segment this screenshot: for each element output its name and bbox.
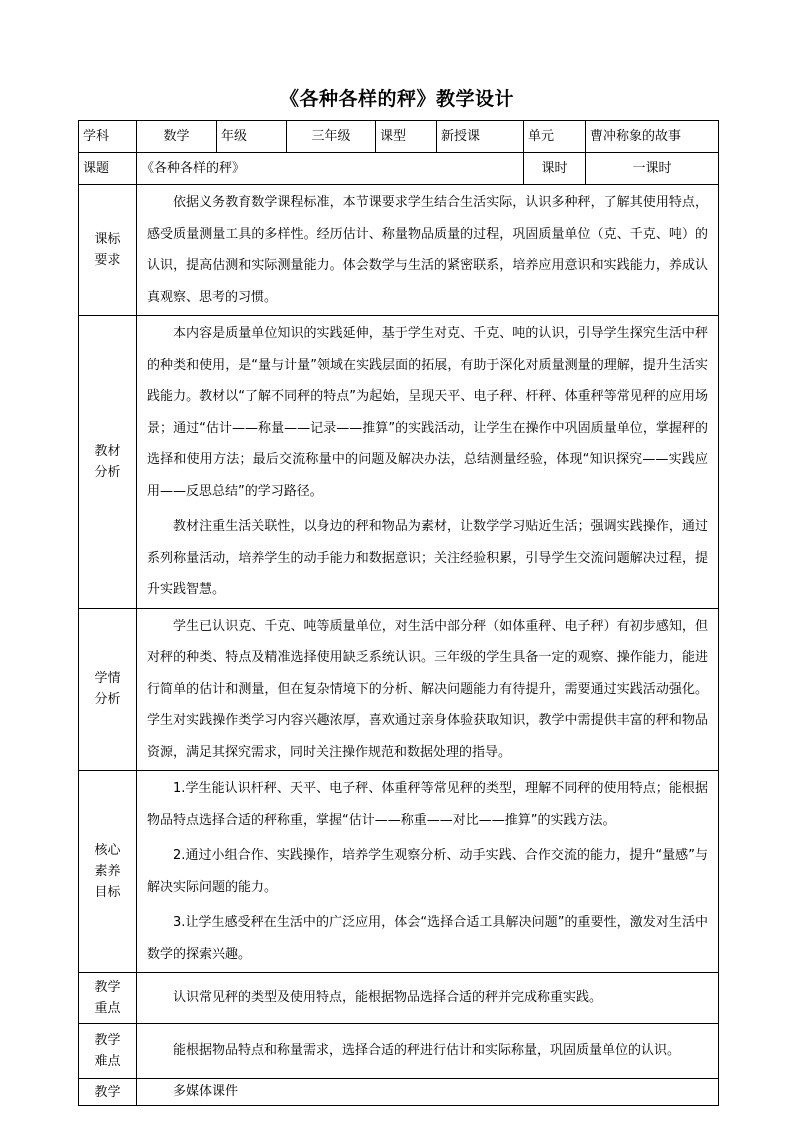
tools-text: 多媒体课件 [173,1084,239,1099]
difficulties-label-line1: 教学 [94,1033,121,1048]
tools-content [137,1079,719,1106]
key-points-content [137,973,719,1024]
standards-label [79,185,137,316]
subject-value: 数学 [137,121,217,153]
tools-label-line1: 教学 [94,1084,121,1100]
tools-label [79,1079,137,1106]
textbook-paragraph-1: 本内容是质量单位知识的实践延伸，基于学生对克、千克、吨的认识，引导学生探究生活中秤的种类和使用，是“量与计量”领域在实践层面的拓展，有助于深化对质量测量的理解，提升生活实践能力。教材以“了解不同秤的特点”为起始，呈现天平、电子秤、杆秤、体重秤等常见秤的应用场景；通过“估计——称量——记录——推算”的实践活动，让学生在操作中巩固质量单位，掌握秤的选择和使用方法；最后交流称量中的问题及解决办法，总结测量经验，体现“知识探究——实践应用——反思总结”的学习路径。 [147,326,708,499]
lesson-type-value: 新授课 [437,121,524,153]
students-paragraph: 学生已认识克、千克、吨等质量单位，对生活中部分秤（如体重秤、电子秤）有初步感知，但对秤的种类、特点及精准选择使用缺乏系统认识。三年级的学生具备一定的观察、操作能力，能进行简单的估计和测量，但在复杂情境下的分析、解决问题能力有待提升，需要通过实践活动强化。学生对实践操作类学习内容兴趣浓厚，喜欢通过亲身体验获取知识，教学中需提供丰富的秤和物品资源，满足其探究需求，同时关注操作规范和数据处理的指导。 [147,618,708,760]
unit-label: 单元 [524,121,586,153]
difficulties-text: 能根据物品特点和称量需求，选择合适的秤进行估计和实际称量，巩固质量单位的认识。 [173,1043,681,1059]
goals-row [79,771,719,973]
standards-label-line2: 要求 [94,253,121,268]
tools-row [79,1079,719,1106]
difficulties-label [79,1024,137,1079]
standards-row [79,185,719,316]
lesson-type-label: 课型 [376,121,437,153]
grade-label: 年级 [217,121,287,153]
standards-label-line1: 课标 [94,232,121,247]
key-points-text: 认识常见秤的类型及使用特点，能根据物品选择合适的秤并完成称重实践。 [173,990,603,1006]
goals-label-line3: 目标 [94,885,121,900]
students-row [79,608,719,771]
students-content [137,608,719,771]
textbook-label-line1: 教材 [94,443,121,459]
subject-label: 学科 [79,121,137,153]
textbook-content [137,316,719,609]
topic-row [79,153,719,185]
textbook-paragraph-2: 教材注重生活关联性，以身边的秤和物品为素材，让数学学习贴近生活；强调实践操作，通过系列称量活动，培养学生的动手能力和数据意识；关注经验积累，引导学生交流问题解决过程，提升实践智慧。 [147,519,708,597]
lesson-plan-table [78,120,719,1106]
topic-value: 《各种各样的秤》 [137,153,524,185]
goals-label [79,771,137,973]
key-points-label [79,973,137,1024]
unit-value: 曹冲称象的故事 [586,121,719,153]
key-points-label-line2: 重点 [94,1001,121,1016]
goal-item-2: 2.通过小组合作、实践操作，培养学生观察分析、动手实践、合作交流的能力，提升“量感”与解决实际问题的能力。 [147,848,708,895]
key-points-label-line1: 教学 [94,980,121,995]
grade-value: 三年级 [287,121,376,153]
difficulties-label-line2: 难点 [94,1054,121,1069]
students-label [79,608,137,771]
period-label: 课时 [524,153,586,185]
students-label-line2: 分析 [94,692,121,708]
goals-content [137,771,719,973]
standards-content [137,185,719,316]
topic-label: 课题 [79,153,137,185]
difficulties-content [137,1024,719,1079]
period-value: 一课时 [586,153,719,185]
goals-label-line2: 素养 [94,864,121,879]
goals-label-line1: 核心 [94,843,121,858]
header-row [79,121,719,153]
textbook-label-line2: 分析 [94,464,121,480]
textbook-row [79,316,719,609]
goal-item-3: 3.让学生感受秤在生活中的广泛应用，体会“选择合适工具解决问题”的重要性，激发对生活中数学的探索兴趣。 [147,915,708,962]
difficulties-row [79,1024,719,1079]
document-title: 《各种各样的秤》教学设计 [279,88,514,110]
goal-item-1: 1.学生能认识杆秤、天平、电子秤、体重秤等常见秤的类型，理解不同秤的使用特点；能根据物品特点选择合适的秤称重，掌握“估计——称重——对比——推算”的实践方法。 [147,781,708,828]
textbook-label [79,316,137,609]
standards-paragraph: 依据义务教育数学课程标准，本节课要求学生结合生活实际，认识多种秤，了解其使用特点，感受质量测量工具的多样性。经历估计、称量物品质量的过程，巩固质量单位（克、千克、吨）的认识，提高估测和实际测量能力。体会数学与生活的紧密联系，培养应用意识和实践能力，养成认真观察、思考的习惯。 [147,195,708,305]
students-label-line1: 学情 [94,671,121,687]
key-points-row [79,973,719,1024]
